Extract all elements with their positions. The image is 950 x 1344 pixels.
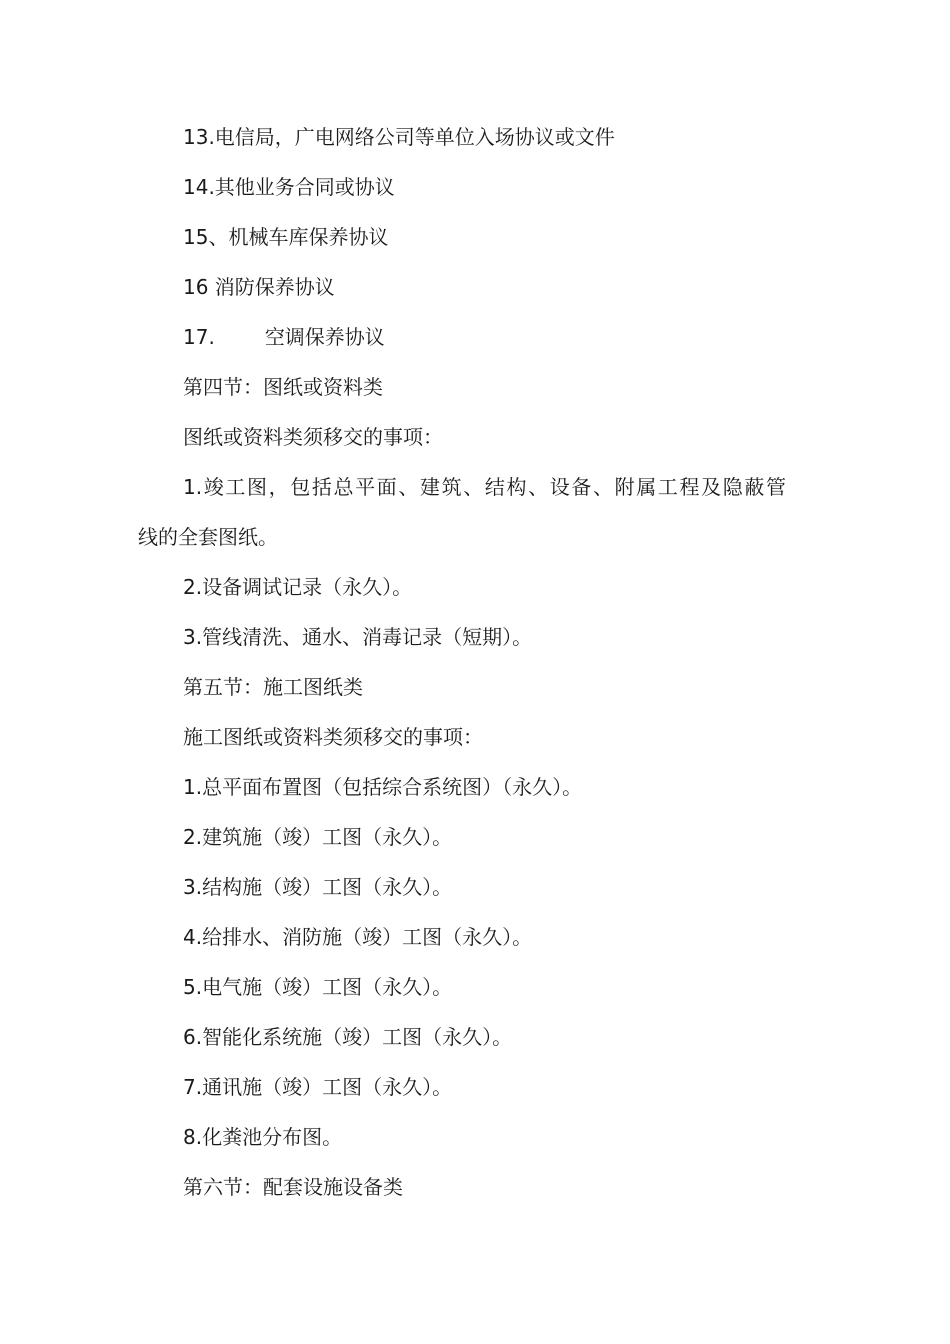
list-item-17-text: 空调保养协议 (264, 325, 385, 349)
list-item-17-number: 17. (183, 325, 215, 349)
section-4-item-1-line-2: 线的全套图纸。 (138, 525, 278, 549)
list-item-16: 16 消防保养协议 (183, 275, 335, 299)
section-4-intro: 图纸或资料类须移交的事项： (183, 425, 443, 449)
section-5-heading: 第五节：施工图纸类 (183, 675, 363, 699)
list-item-14: 14.其他业务合同或协议 (183, 175, 395, 199)
section-6-heading: 第六节：配套设施设备类 (183, 1175, 403, 1199)
list-item-13: 13.电信局，广电网络公司等单位入场协议或文件 (183, 125, 615, 149)
section-5-item: 5.电气施（竣）工图（永久）。 (183, 975, 453, 999)
section-5-item: 6.智能化系统施（竣）工图（永久）。 (183, 1025, 513, 1049)
section-5-item: 4.给排水、消防施（竣）工图（永久）。 (183, 925, 533, 949)
section-4-item-1-line-1: 1.竣工图，包括总平面、建筑、结构、设备、附属工程及隐蔽管 (183, 475, 786, 499)
section-5-item: 7.通讯施（竣）工图（永久）。 (183, 1075, 453, 1099)
section-5-item: 3.结构施（竣）工图（永久）。 (183, 875, 453, 899)
section-4-item-2: 2.设备调试记录（永久）。 (183, 575, 413, 599)
section-4-heading: 第四节：图纸或资料类 (183, 375, 383, 399)
list-item-15: 15、机械车库保养协议 (183, 225, 389, 249)
section-5-intro: 施工图纸或资料类须移交的事项： (183, 725, 483, 749)
section-5-item: 2.建筑施（竣）工图（永久）。 (183, 825, 453, 849)
section-4-item-3: 3.管线清洗、通水、消毒记录（短期）。 (183, 625, 533, 649)
list-item-17 (183, 324, 385, 350)
section-5-item: 1.总平面布置图（包括综合系统图）（永久）。 (183, 775, 583, 799)
section-5-item: 8.化粪池分布图。 (183, 1125, 343, 1149)
